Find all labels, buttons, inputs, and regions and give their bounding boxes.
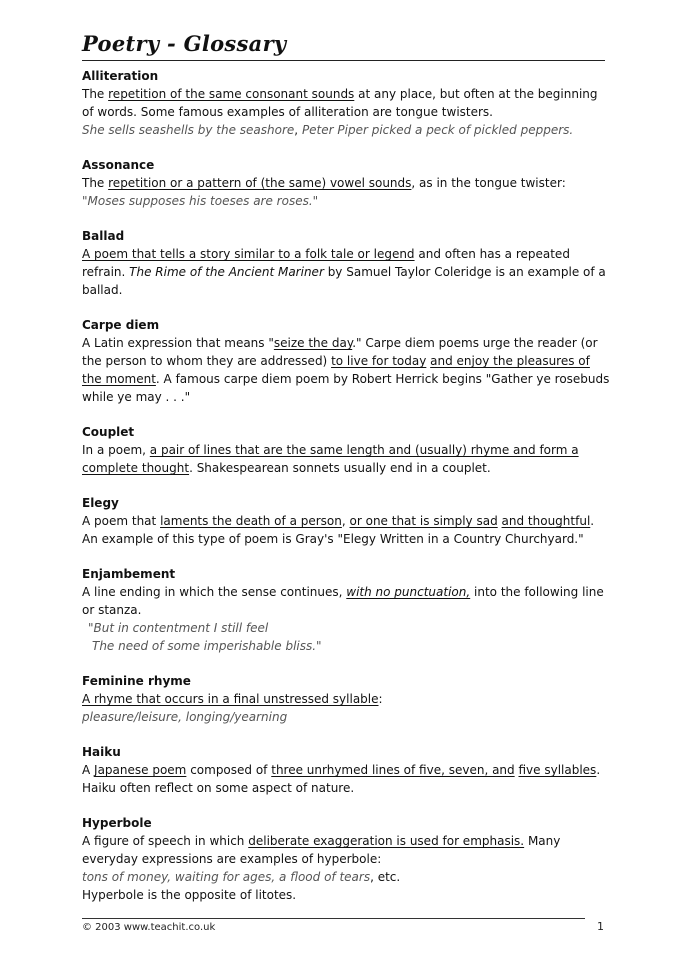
glossary-entry-haiku <box>82 743 610 797</box>
page-title: Poetry - Glossary <box>82 31 287 56</box>
definition-text: A poem that <box>82 514 161 528</box>
glossary-entry-elegy <box>82 494 610 548</box>
definition-hyperbole <box>82 832 610 868</box>
definition-text: into the following line or stanza. <box>82 585 604 617</box>
definition-text: In a poem, <box>82 443 150 457</box>
glossary-entry-ballad <box>82 227 610 299</box>
definition-key-phrase: A poem that tells a story similar to a folk tale or legend <box>82 247 415 261</box>
term-carpe-diem: Carpe diem <box>82 318 160 332</box>
page-title-bar <box>82 30 605 61</box>
example-feminine-rhyme: pleasure/leisure, longing/yearning <box>82 710 288 724</box>
definition-text: Many everyday expressions are examples of hyperbole: <box>82 834 561 866</box>
definition-key-phrase: a pair of lines that are the same length and (usually) rhyme and form a complete thought <box>82 443 579 475</box>
definition-enjambement <box>82 583 610 619</box>
definition-couplet <box>82 441 610 477</box>
glossary-entry-alliteration <box>82 67 610 139</box>
glossary-entry-enjambement <box>82 565 610 655</box>
example-suffix: , etc. <box>370 870 401 884</box>
definition-text: A Latin expression that means " <box>82 336 274 350</box>
term-couplet: Couplet <box>82 425 135 439</box>
definition-text: A <box>82 763 95 777</box>
definition-key-phrase: seize the day <box>273 336 353 350</box>
term-feminine-rhyme: Feminine rhyme <box>82 674 191 688</box>
example-hyperbole <box>82 868 610 886</box>
glossary-entry-carpe-diem <box>82 316 610 406</box>
definition-text: at any place, but often at the beginning of words. Some famous examples of alliteration are tongue twisters. <box>82 87 598 119</box>
term-enjambement: Enjambement <box>82 567 176 581</box>
definition-elegy <box>82 512 610 548</box>
definition-key-phrase: deliberate exaggeration is used for emphasis. <box>248 834 525 848</box>
term-haiku: Haiku <box>82 745 121 759</box>
example-text: Peter Piper picked a peck of pickled peppers. <box>301 123 574 137</box>
definition-key-phrase: or one that is simply sad <box>349 514 498 528</box>
definition-key-phrase: and enjoy the pleasures of the moment <box>82 354 590 386</box>
term-elegy: Elegy <box>82 496 119 510</box>
glossary-entry-assonance <box>82 156 610 210</box>
definition-text: : <box>378 692 383 706</box>
example-alliteration <box>82 121 610 139</box>
definition-key-phrase: three unrhymed lines of five, seven, and <box>271 763 515 777</box>
definition-key-phrase: five syllables <box>518 763 597 777</box>
definition-key-phrase: and thoughtful <box>501 514 591 528</box>
definition-alliteration <box>82 85 610 121</box>
glossary-entry-couplet <box>82 423 610 477</box>
glossary-entry-hyperbole <box>82 814 610 904</box>
term-hyperbole: Hyperbole <box>82 816 152 830</box>
definition-key-phrase: repetition or a pattern of (the same) vowel sounds <box>108 176 412 190</box>
footer-copyright: © 2003 www.teachit.co.uk <box>82 922 216 933</box>
definition-text: , as in the tongue twister: <box>411 176 566 190</box>
example-poem-line-1: "But in contentment I still feel <box>88 621 269 635</box>
definition-feminine-rhyme <box>82 690 610 708</box>
glossary-list <box>82 67 610 921</box>
example-separator: , <box>294 123 302 137</box>
term-ballad: Ballad <box>82 229 125 243</box>
example-text: She sells seashells by the seashore <box>82 123 295 137</box>
definition-text: A line ending in which the sense continues, <box>82 585 347 599</box>
definition-carpe-diem <box>82 334 610 406</box>
definition-text: . A famous carpe diem poem by Robert Herrick begins "Gather ye rosebuds while ye may . . ." <box>82 372 610 404</box>
definition-text: and often has a repeated refrain. <box>82 247 570 279</box>
definition-haiku <box>82 761 610 797</box>
definition-key-phrase: laments the death of a person <box>160 514 342 528</box>
definition-text: composed of <box>186 763 272 777</box>
definition-text: The <box>82 176 109 190</box>
definition-text: , <box>341 514 350 528</box>
example-text: tons of money, waiting for ages, a flood of tears <box>82 870 371 884</box>
definition-text: A figure of speech in which <box>82 834 249 848</box>
example-poem-line-2: The need of some imperishable bliss." <box>92 639 322 653</box>
definition-key-phrase: repetition of the same consonant sounds <box>108 87 355 101</box>
term-assonance: Assonance <box>82 158 155 172</box>
definition-text: by Samuel Taylor Coleridge is an example of a ballad. <box>82 265 606 297</box>
definition-assonance <box>82 174 610 192</box>
definition-ballad <box>82 245 610 299</box>
example-assonance: "Moses supposes his toeses are roses." <box>82 194 319 208</box>
definition-text: . Haiku often reflect on some aspect of nature. <box>82 763 601 795</box>
definition-text: The <box>82 87 109 101</box>
page-number: 1 <box>597 920 604 933</box>
definition-key-phrase: with no punctuation, <box>346 585 471 599</box>
note-hyperbole: Hyperbole is the opposite of litotes. <box>82 888 297 902</box>
definition-text: . An example of this type of poem is Gray's "Elegy Written in a Country Churchyard." <box>82 514 595 546</box>
definition-key-phrase: to live for today <box>331 354 427 368</box>
term-alliteration: Alliteration <box>82 69 159 83</box>
definition-key-phrase: A rhyme that occurs in a final unstressed syllable <box>82 692 379 706</box>
definition-text: . Shakespearean sonnets usually end in a couplet. <box>189 461 491 475</box>
footer-divider <box>82 918 585 919</box>
work-title: The Rime of the Ancient Mariner <box>129 265 324 279</box>
glossary-entry-feminine-rhyme <box>82 672 610 726</box>
definition-text: ." Carpe diem poems urge the reader (or the person to whom they are addressed) <box>82 336 598 368</box>
definition-key-phrase: Japanese poem <box>94 763 187 777</box>
